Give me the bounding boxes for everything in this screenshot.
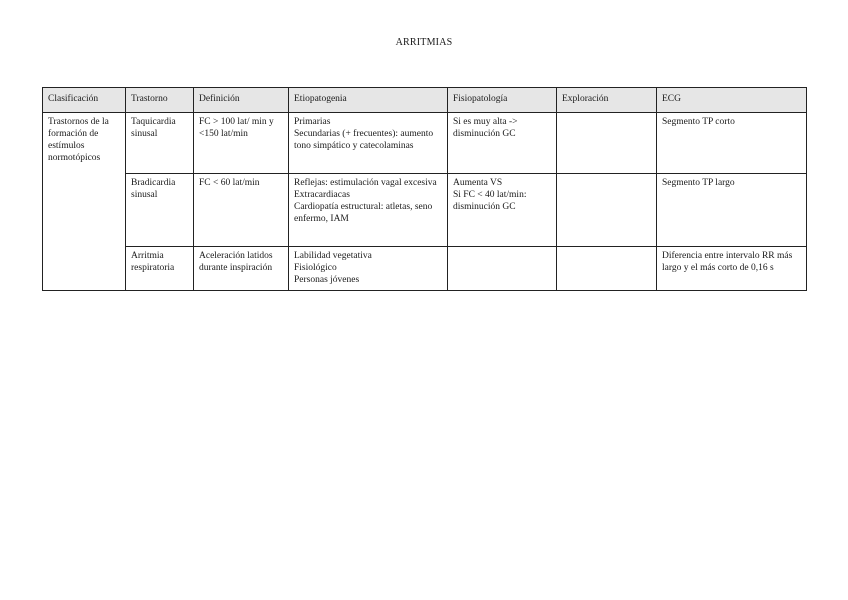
fisiopatologia-cell: [448, 247, 557, 291]
table-header-row: [43, 88, 807, 113]
header-exploracion: Exploración: [557, 88, 657, 113]
etiopatogenia-line: Reflejas: estimulación vagal excesiva: [294, 178, 437, 188]
definicion-cell: FC < 60 lat/min: [194, 174, 289, 247]
header-trastorno: Trastorno: [126, 88, 194, 113]
header-fisiopatologia: Fisiopatología: [448, 88, 557, 113]
etiopatogenia-cell: [289, 113, 448, 174]
definicion-cell: FC > 100 lat/ min y <150 lat/min: [194, 113, 289, 174]
fisiopatologia-cell: [448, 113, 557, 174]
trastorno-cell: Taquicardia sinusal: [126, 113, 194, 174]
exploracion-cell: [557, 113, 657, 174]
fisiopatologia-cell: [448, 174, 557, 247]
classification-cell: Trastornos de la formación de estímulos normotópicos: [43, 113, 126, 291]
header-clasificacion: Clasificación: [43, 88, 126, 113]
etiopatogenia-line: Cardiopatía estructural: atletas, seno enfermo, IAM: [294, 202, 433, 224]
etiopatogenia-line: Fisiológico: [294, 263, 337, 273]
exploracion-cell: [557, 247, 657, 291]
etiopatogenia-line: Primarias: [294, 117, 331, 127]
table-row: [43, 113, 807, 174]
table-row: [43, 247, 807, 291]
etiopatogenia-cell: [289, 247, 448, 291]
header-etiopatogenia: Etiopatogenia: [289, 88, 448, 113]
etiopatogenia-line: Secundarias (+ frecuentes): aumento tono simpático y catecolaminas: [294, 129, 434, 151]
fisiopatologia-line: Si FC < 40 lat/min: disminución GC: [453, 190, 527, 212]
document-title: ARRITMIAS: [395, 37, 453, 48]
arrhythmia-table: [42, 87, 807, 291]
trastorno-cell: Bradicardia sinusal: [126, 174, 194, 247]
trastorno-cell: Arritmia respiratoria: [126, 247, 194, 291]
definicion-cell: Aceleración latidos durante inspiración: [194, 247, 289, 291]
etiopatogenia-line: Extracardiacas: [294, 190, 350, 200]
header-definicion: Definición: [194, 88, 289, 113]
ecg-cell: Diferencia entre intervalo RR más largo y el más corto de 0,16 s: [657, 247, 807, 291]
fisiopatologia-line: Si es muy alta -> disminución GC: [453, 117, 518, 139]
ecg-cell: Segmento TP corto: [657, 113, 807, 174]
exploracion-cell: [557, 174, 657, 247]
ecg-cell: Segmento TP largo: [657, 174, 807, 247]
etiopatogenia-line: Labilidad vegetativa: [294, 251, 372, 261]
fisiopatologia-line: Aumenta VS: [453, 178, 503, 188]
etiopatogenia-cell: [289, 174, 448, 247]
header-ecg: ECG: [657, 88, 807, 113]
table-row: [43, 174, 807, 247]
etiopatogenia-line: Personas jóvenes: [294, 275, 360, 285]
